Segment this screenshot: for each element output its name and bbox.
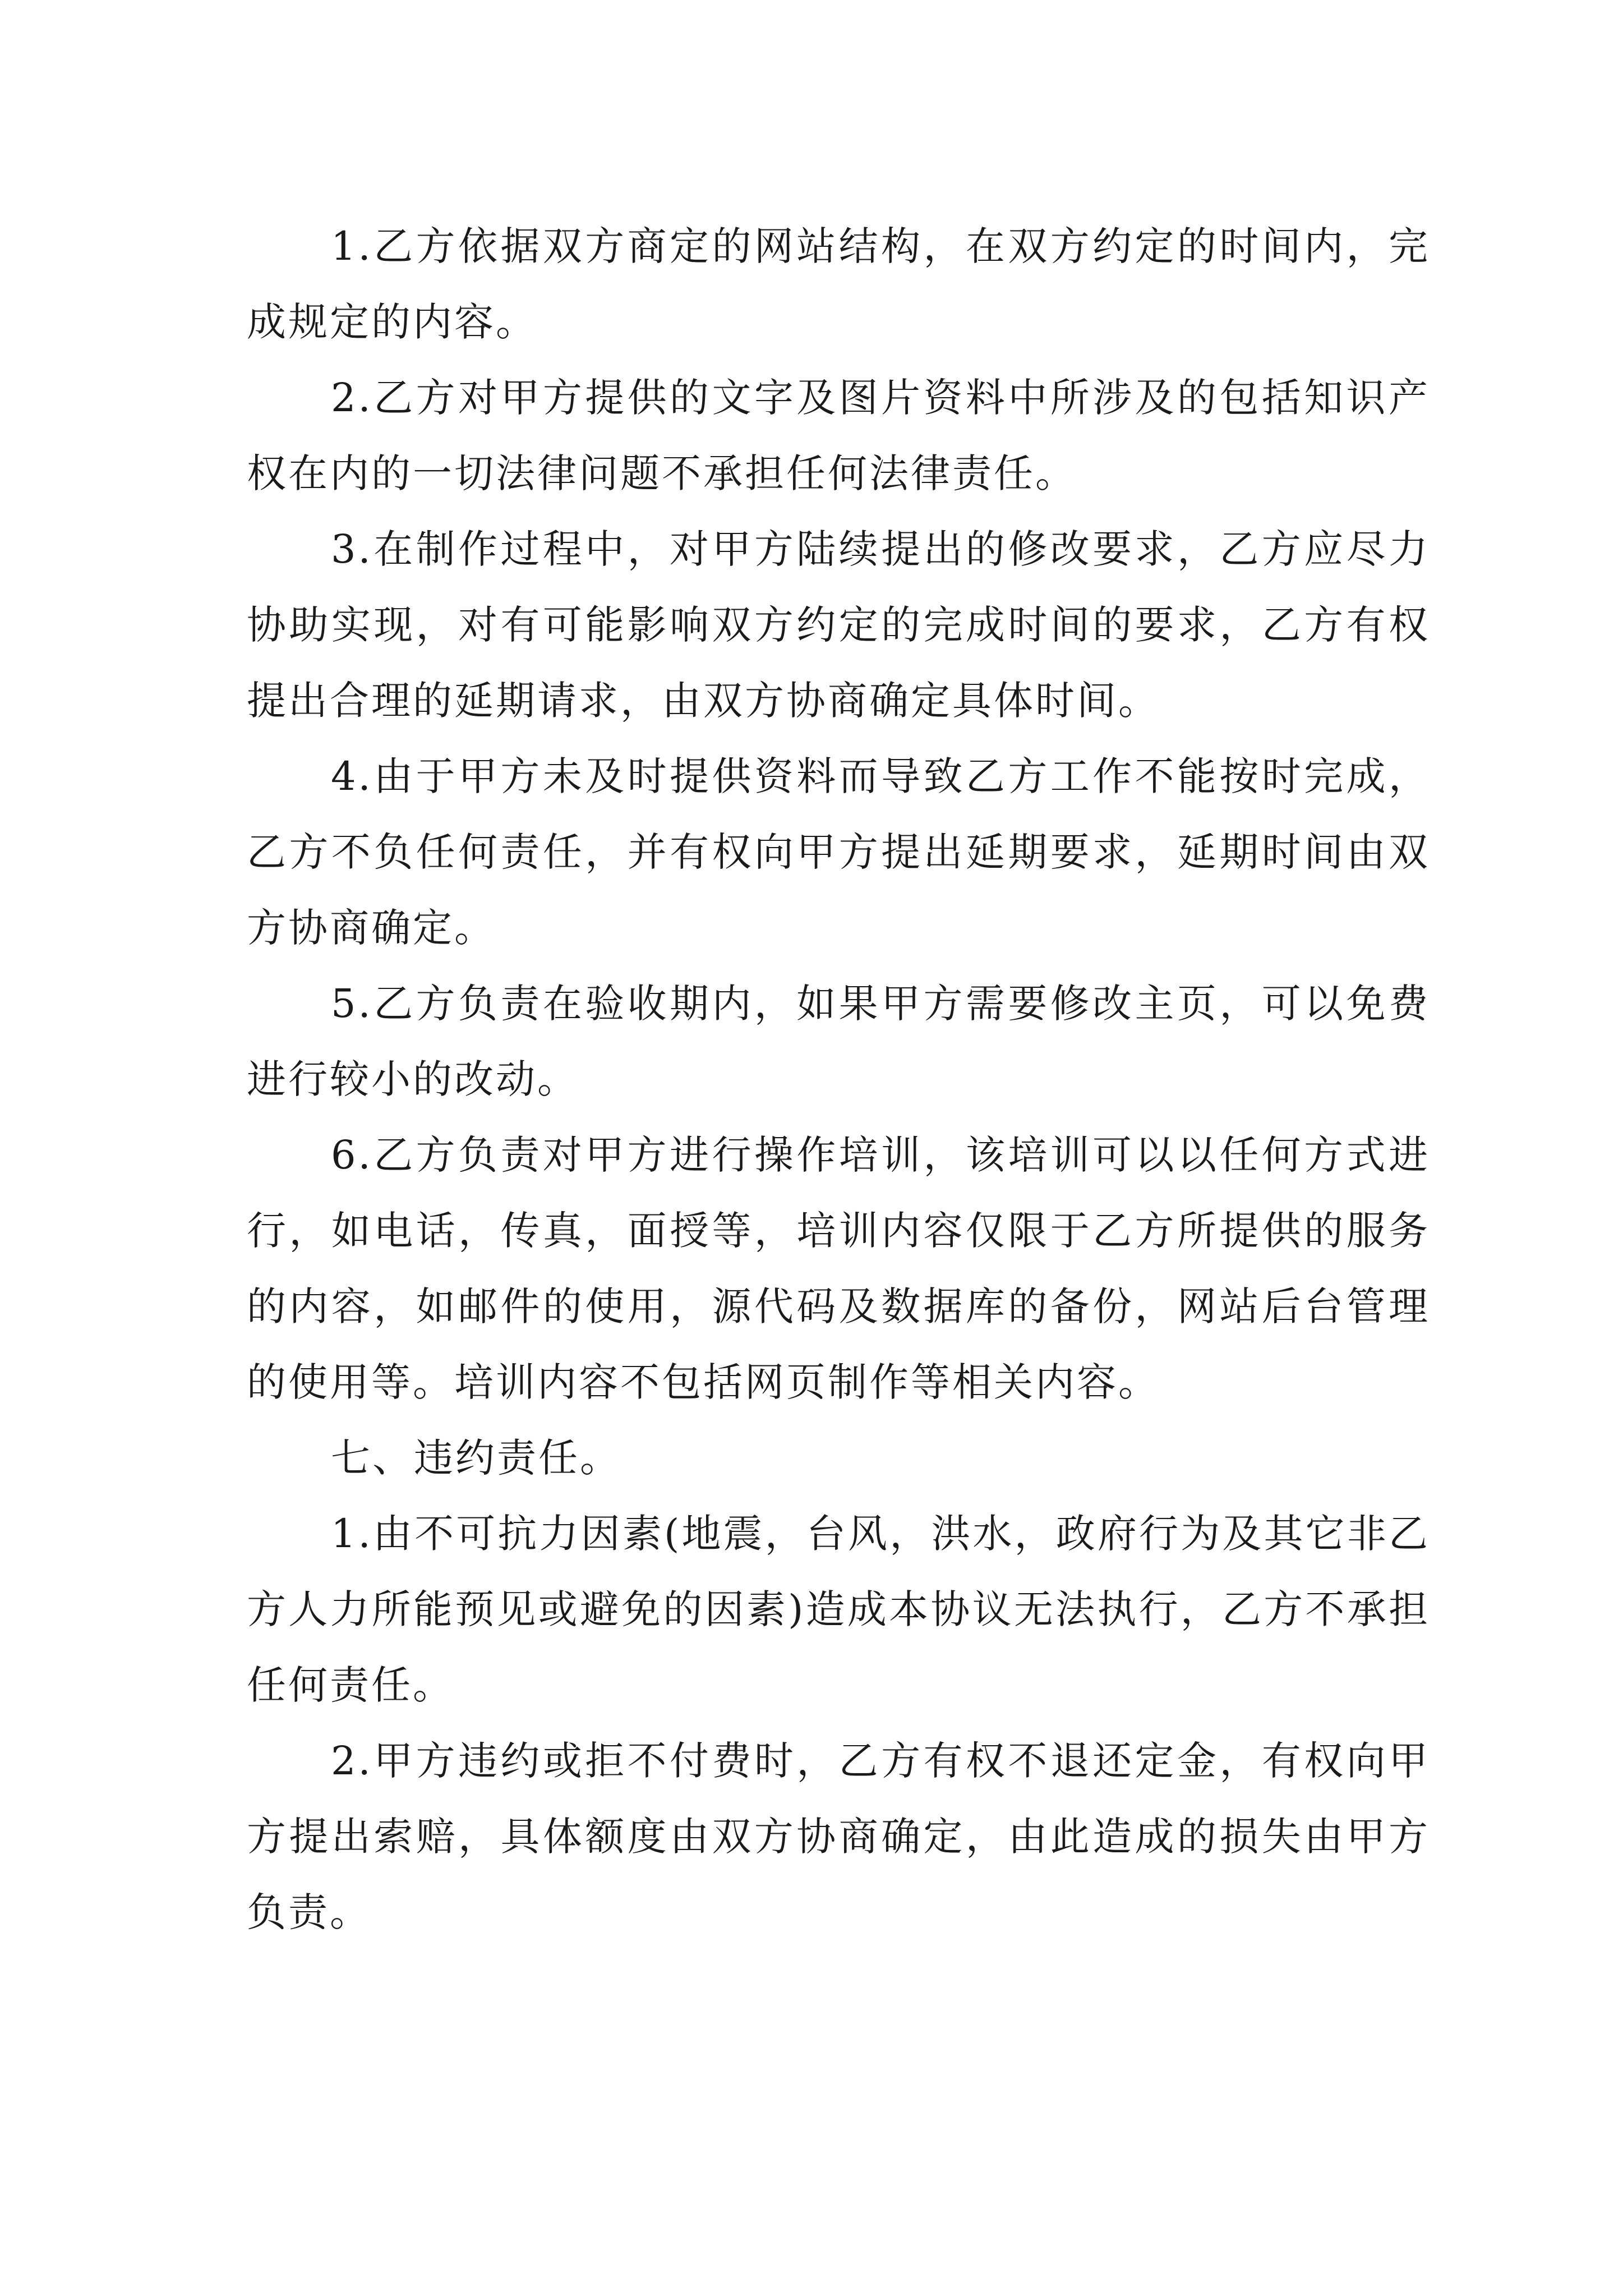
clause-6-5: 5.乙方负责在验收期内，如果甲方需要修改主页，可以免费进行较小的改动。 xyxy=(247,981,1430,1102)
clause-6-6: 6.乙方负责对甲方进行操作培训，该培训可以以任何方式进行，如电话，传真，面授等，培训内容仅限于乙方所提供的服务的内容，如邮件的使用，源代码及数据库的备份，网站后台管理的使用等。培训内容不包括网页制作等相关内容。 xyxy=(247,1132,1430,1405)
clause-6-1: 1.乙方依据双方商定的网站结构，在双方约定的时间内，完成规定的内容。 xyxy=(247,223,1430,345)
clause-6-2: 2.乙方对甲方提供的文字及图片资料中所涉及的包括知识产权在内的一切法律问题不承担任何法律责任。 xyxy=(247,375,1430,496)
clause-7-1: 1.由不可抗力因素(地震，台风，洪水，政府行为及其它非乙方人力所能预见或避免的因素)造成本协议无法执行，乙方不承担任何责任。 xyxy=(247,1511,1430,1708)
document-body xyxy=(247,209,1430,1950)
clause-6-4: 4.由于甲方未及时提供资料而导致乙方工作不能按时完成，乙方不负任何责任，并有权向甲方提出延期要求，延期时间由双方协商确定。 xyxy=(247,753,1430,951)
clause-6-3: 3.在制作过程中，对甲方陆续提出的修改要求，乙方应尽力协助实现，对有可能影响双方约定的完成时间的要求，乙方有权提出合理的延期请求，由双方协商确定具体时间。 xyxy=(247,526,1430,724)
clause-7-2: 2.甲方违约或拒不付费时，乙方有权不退还定金，有权向甲方提出索赔，具体额度由双方协商确定，由此造成的损失由甲方负责。 xyxy=(247,1738,1430,1935)
section-heading-breach: 七、违约责任。 xyxy=(331,1435,621,1481)
